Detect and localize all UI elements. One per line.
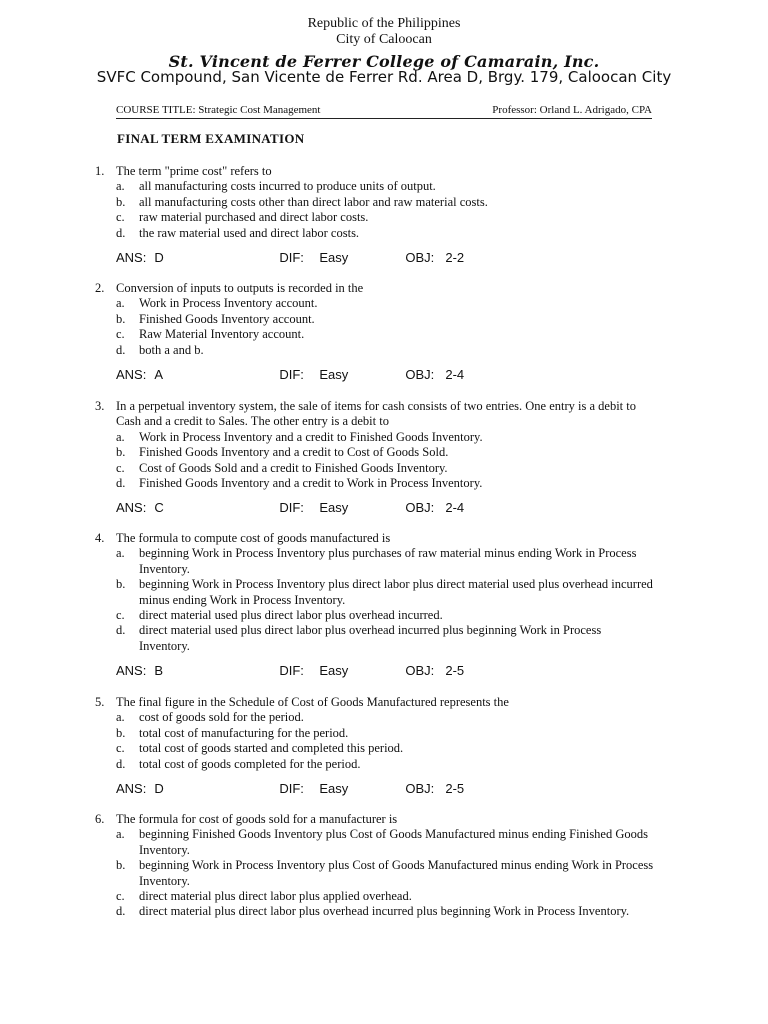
answer-key-row bbox=[116, 367, 655, 382]
option-b bbox=[116, 577, 655, 608]
question-text: The formula to compute cost of goods manufactured is bbox=[116, 531, 391, 545]
question-number: 5. bbox=[95, 695, 105, 709]
obj-label: OBJ: bbox=[405, 367, 435, 383]
obj-label: OBJ: bbox=[405, 500, 435, 516]
option-c bbox=[116, 210, 655, 225]
ans-value: C bbox=[154, 500, 164, 516]
dif-value: Easy bbox=[319, 781, 349, 797]
ans-label: ANS: bbox=[116, 781, 147, 797]
option-text: Raw Material Inventory account. bbox=[139, 327, 305, 342]
header-republic: Republic of the Philippines bbox=[307, 16, 461, 31]
option-text: Cost of Goods Sold and a credit to Finished Goods Inventory. bbox=[139, 460, 448, 475]
dif-label: DIF: bbox=[279, 250, 304, 266]
option-text: raw material purchased and direct labor costs. bbox=[139, 210, 369, 225]
option-text: Finished Goods Inventory and a credit to Work in Process Inventory. bbox=[139, 476, 483, 491]
dif-value: Easy bbox=[319, 663, 349, 679]
option-letter: b. bbox=[116, 858, 126, 873]
option-letter: b. bbox=[116, 577, 126, 592]
option-a bbox=[116, 546, 655, 577]
obj-value: 2-4 bbox=[445, 367, 465, 383]
option-d bbox=[116, 226, 655, 241]
option-letter: c. bbox=[116, 889, 125, 904]
option-d bbox=[116, 757, 655, 772]
dif-value: Easy bbox=[319, 500, 349, 516]
option-text: both a and b. bbox=[139, 342, 204, 357]
option-text: cost of goods sold for the period. bbox=[139, 710, 304, 725]
option-text: beginning Work in Process Inventory plus direct labor plus direct material used plus overhead incurred minus ending Work in Process Inventory. bbox=[139, 577, 653, 607]
question-3 bbox=[95, 399, 655, 516]
question-number: 2. bbox=[95, 281, 105, 295]
option-a bbox=[116, 827, 655, 858]
option-a bbox=[116, 296, 655, 311]
option-text: all manufacturing costs other than direct labor and raw material costs. bbox=[139, 194, 488, 209]
obj-label: OBJ: bbox=[405, 781, 435, 797]
option-text: direct material plus direct labor plus applied overhead. bbox=[139, 889, 412, 904]
option-b bbox=[116, 858, 655, 889]
option-text: total cost of goods completed for the period. bbox=[139, 756, 361, 771]
question-4 bbox=[95, 531, 655, 679]
dif-label: DIF: bbox=[279, 500, 304, 516]
question-text: The formula for cost of goods sold for a manufacturer is bbox=[116, 812, 398, 826]
option-letter: c. bbox=[116, 210, 125, 225]
option-a bbox=[116, 710, 655, 725]
option-text: total cost of manufacturing for the period. bbox=[139, 725, 349, 740]
question-text: Conversion of inputs to outputs is recorded in the bbox=[116, 281, 364, 295]
option-text: all manufacturing costs incurred to produce units of output. bbox=[139, 179, 436, 194]
option-d bbox=[116, 623, 655, 654]
option-text: direct material used plus direct labor plus overhead incurred plus beginning Work in Process Inventory. bbox=[139, 623, 602, 653]
option-letter: a. bbox=[116, 546, 125, 561]
ans-value: D bbox=[154, 781, 164, 797]
ans-value: B bbox=[154, 663, 164, 679]
dif-value: Easy bbox=[319, 250, 349, 266]
option-letter: a. bbox=[116, 179, 125, 194]
option-a bbox=[116, 430, 655, 445]
dif-label: DIF: bbox=[279, 367, 304, 383]
option-letter: c. bbox=[116, 327, 125, 342]
option-text: direct material used plus direct labor plus overhead incurred. bbox=[139, 608, 443, 623]
option-letter: b. bbox=[116, 194, 126, 209]
obj-label: OBJ: bbox=[405, 663, 435, 679]
option-c bbox=[116, 741, 655, 756]
option-letter: d. bbox=[116, 225, 126, 240]
option-letter: d. bbox=[116, 623, 126, 638]
question-6 bbox=[95, 812, 655, 920]
option-letter: a. bbox=[116, 710, 125, 725]
question-text: In a perpetual inventory system, the sale of items for cash consists of two entries. One entry is a debit to Cash and a credit to Sales. The other entry is a debit to bbox=[116, 399, 637, 429]
ans-value: D bbox=[154, 250, 164, 266]
question-number: 6. bbox=[95, 812, 105, 826]
option-letter: b. bbox=[116, 311, 126, 326]
question-number: 1. bbox=[95, 164, 105, 178]
obj-value: 2-2 bbox=[445, 250, 465, 266]
option-letter: c. bbox=[116, 741, 125, 756]
option-letter: c. bbox=[116, 460, 125, 475]
obj-value: 2-5 bbox=[445, 663, 465, 679]
option-letter: c. bbox=[116, 608, 125, 623]
option-letter: a. bbox=[116, 296, 125, 311]
option-b bbox=[116, 195, 655, 210]
option-c bbox=[116, 461, 655, 476]
dif-label: DIF: bbox=[279, 781, 304, 797]
option-b bbox=[116, 726, 655, 741]
option-text: Finished Goods Inventory account. bbox=[139, 311, 315, 326]
option-letter: a. bbox=[116, 429, 125, 444]
header-college-name: St. Vincent de Ferrer College of Camarain, Inc. bbox=[168, 52, 600, 71]
option-text: Finished Goods Inventory and a credit to Cost of Goods Sold. bbox=[139, 445, 449, 460]
ans-label: ANS: bbox=[116, 250, 147, 266]
obj-value: 2-4 bbox=[445, 500, 465, 516]
answer-key-row bbox=[116, 663, 655, 678]
question-text: The term "prime cost" refers to bbox=[116, 164, 272, 178]
dif-label: DIF: bbox=[279, 663, 304, 679]
answer-key-row bbox=[116, 781, 655, 796]
option-letter: a. bbox=[116, 827, 125, 842]
ans-label: ANS: bbox=[116, 367, 147, 383]
obj-value: 2-5 bbox=[445, 781, 465, 797]
option-letter: b. bbox=[116, 445, 126, 460]
option-d bbox=[116, 904, 655, 919]
professor-name: Professor: Orland L. Adrigado, CPA bbox=[492, 104, 652, 116]
option-d bbox=[116, 476, 655, 491]
option-c bbox=[116, 608, 655, 623]
obj-label: OBJ: bbox=[405, 250, 435, 266]
option-text: beginning Work in Process Inventory plus Cost of Goods Manufactured minus ending Work in Process Inventory. bbox=[139, 858, 654, 888]
course-info-row bbox=[116, 104, 652, 119]
ans-label: ANS: bbox=[116, 663, 147, 679]
question-number: 3. bbox=[95, 399, 105, 413]
answer-key-row bbox=[116, 500, 655, 515]
option-d bbox=[116, 343, 655, 358]
option-letter: d. bbox=[116, 342, 126, 357]
option-text: the raw material used and direct labor costs. bbox=[139, 225, 360, 240]
question-number: 4. bbox=[95, 531, 105, 545]
course-title: COURSE TITLE: Strategic Cost Management bbox=[116, 104, 321, 116]
option-letter: d. bbox=[116, 476, 126, 491]
answer-key-row bbox=[116, 250, 655, 265]
header-city: City of Caloocan bbox=[336, 32, 432, 47]
option-text: total cost of goods started and completed this period. bbox=[139, 741, 404, 756]
question-5 bbox=[95, 695, 655, 796]
header-address: SVFC Compound, San Vicente de Ferrer Rd. Area D, Brgy. 179, Caloocan City bbox=[96, 68, 672, 86]
question-1 bbox=[95, 164, 655, 265]
option-c bbox=[116, 889, 655, 904]
option-text: Work in Process Inventory and a credit to Finished Goods Inventory. bbox=[139, 429, 483, 444]
dif-value: Easy bbox=[319, 367, 349, 383]
question-2 bbox=[95, 281, 655, 382]
question-text: The final figure in the Schedule of Cost of Goods Manufactured represents the bbox=[116, 695, 509, 709]
exam-title: FINAL TERM EXAMINATION bbox=[117, 131, 305, 146]
option-text: beginning Work in Process Inventory plus purchases of raw material minus ending Work in Process Inventory. bbox=[139, 546, 637, 576]
option-a bbox=[116, 179, 655, 194]
option-letter: b. bbox=[116, 725, 126, 740]
option-b bbox=[116, 445, 655, 460]
option-text: beginning Finished Goods Inventory plus Cost of Goods Manufactured minus ending Finished Goods Inventory. bbox=[139, 827, 648, 857]
option-letter: d. bbox=[116, 756, 126, 771]
option-text: Work in Process Inventory account. bbox=[139, 296, 318, 311]
option-letter: d. bbox=[116, 904, 126, 919]
option-text: direct material plus direct labor plus overhead incurred plus beginning Work in Process Inventory. bbox=[139, 904, 630, 919]
option-b bbox=[116, 312, 655, 327]
option-c bbox=[116, 327, 655, 342]
ans-value: A bbox=[154, 367, 164, 383]
ans-label: ANS: bbox=[116, 500, 147, 516]
